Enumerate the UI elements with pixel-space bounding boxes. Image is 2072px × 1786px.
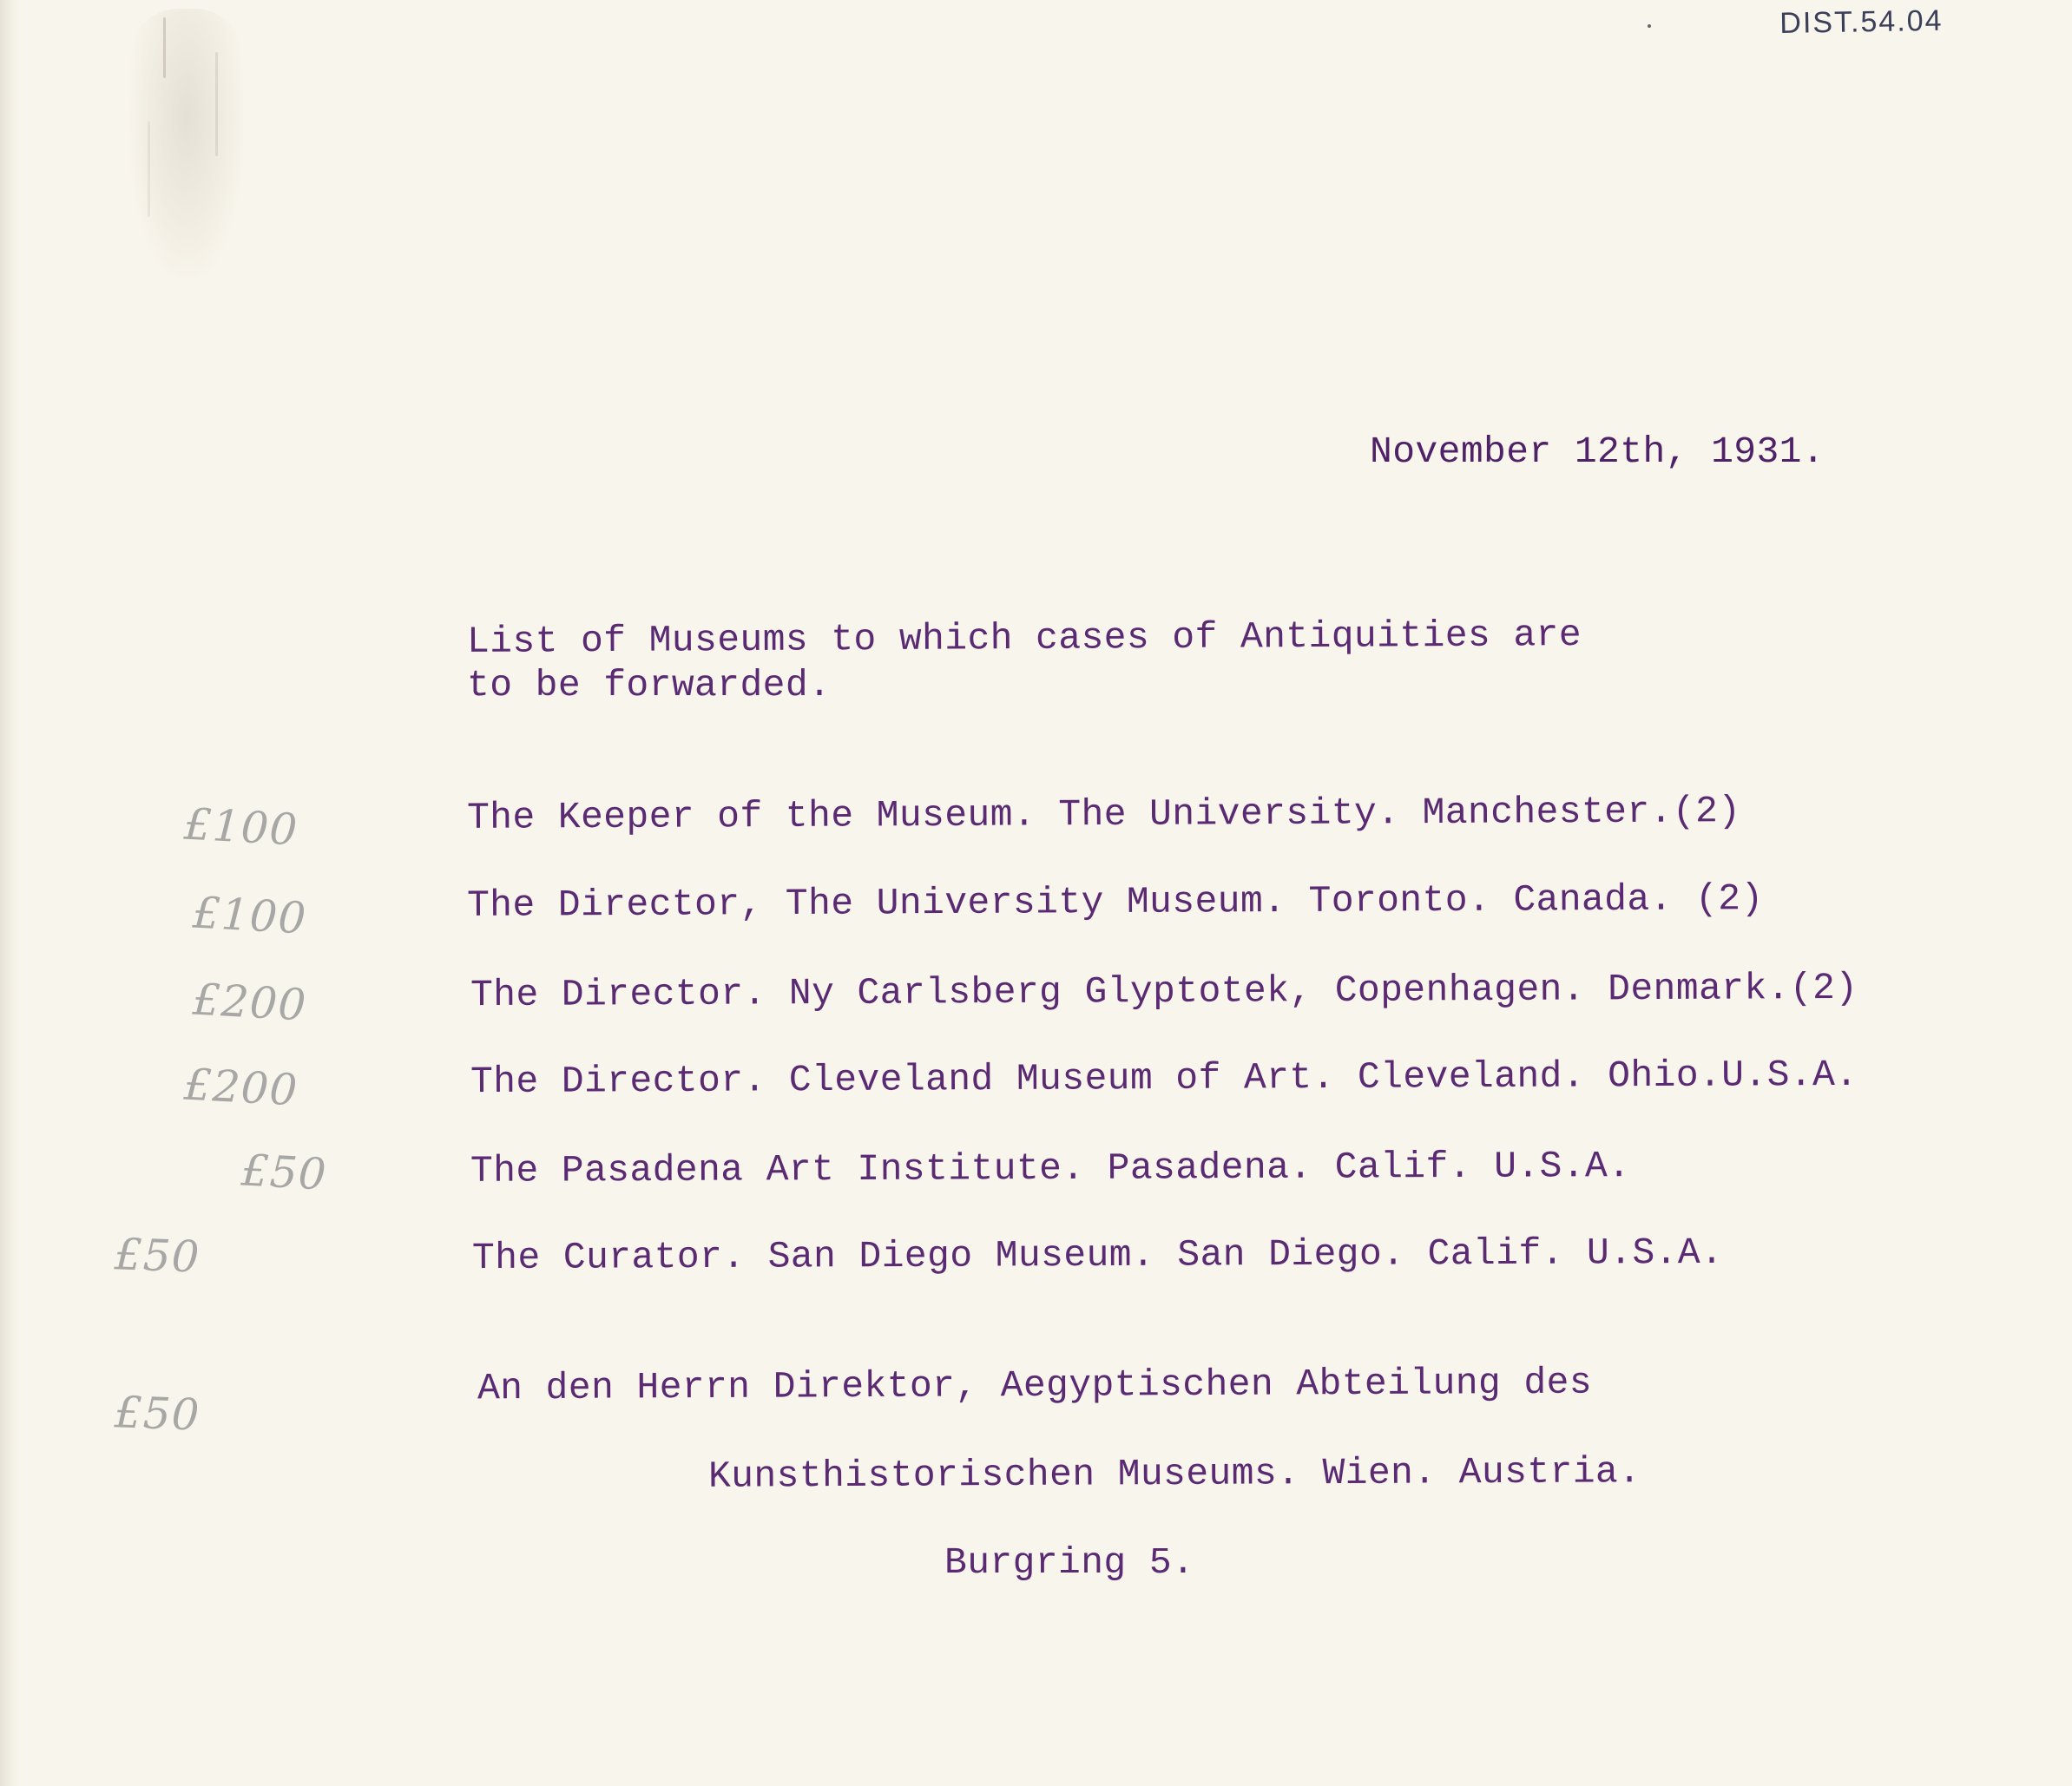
museum-entry: The Director. Ny Carlsberg Glyptotek, Copenhagen. Denmark.(2) [470, 966, 1858, 1017]
smudge-mark [215, 52, 218, 156]
vienna-address-line-3: Burgring 5. [944, 1541, 1195, 1584]
smudge-mark [148, 121, 150, 217]
ink-dot [1648, 24, 1651, 28]
museum-entry: The Curator. San Diego Museum. San Diego. Calif. U.S.A. [471, 1231, 1724, 1280]
letter-date: November 12th, 1931. [1370, 430, 1825, 473]
page-edge-shadow [0, 0, 19, 1786]
entry-amount: £50 [114, 1229, 201, 1283]
entry-amount: £200 [182, 1059, 299, 1116]
smudge-mark [163, 17, 166, 78]
museum-entry: The Director, The University Museum. Toronto. Canada. (2) [466, 877, 1764, 927]
entry-amount: £100 [191, 887, 308, 944]
list-heading-line-2: to be forwarded. [467, 664, 832, 706]
entry-amount: £200 [191, 974, 308, 1031]
museum-entry: The Keeper of the Museum. The University. Manchester.(2) [466, 790, 1741, 839]
museum-entry: The Pasadena Art Institute. Pasadena. Calif. U.S.A. [470, 1145, 1631, 1192]
archive-reference: DIST.54.04 [1779, 3, 1944, 40]
entry-amount: £100 [182, 798, 299, 856]
entry-amount: £50 [114, 1387, 201, 1441]
list-heading-line-1: List of Museums to which cases of Antiquities are [466, 614, 1582, 663]
entry-amount: £50 [240, 1145, 328, 1200]
museum-entry: The Director. Cleveland Museum of Art. Cleveland. Ohio.U.S.A. [470, 1053, 1858, 1104]
vienna-address-line-1: An den Herrn Direktor, Aegyptischen Abteilung des [477, 1361, 1593, 1410]
vienna-address-line-2: Kunsthistorischen Museums. Wien. Austria. [707, 1450, 1641, 1498]
